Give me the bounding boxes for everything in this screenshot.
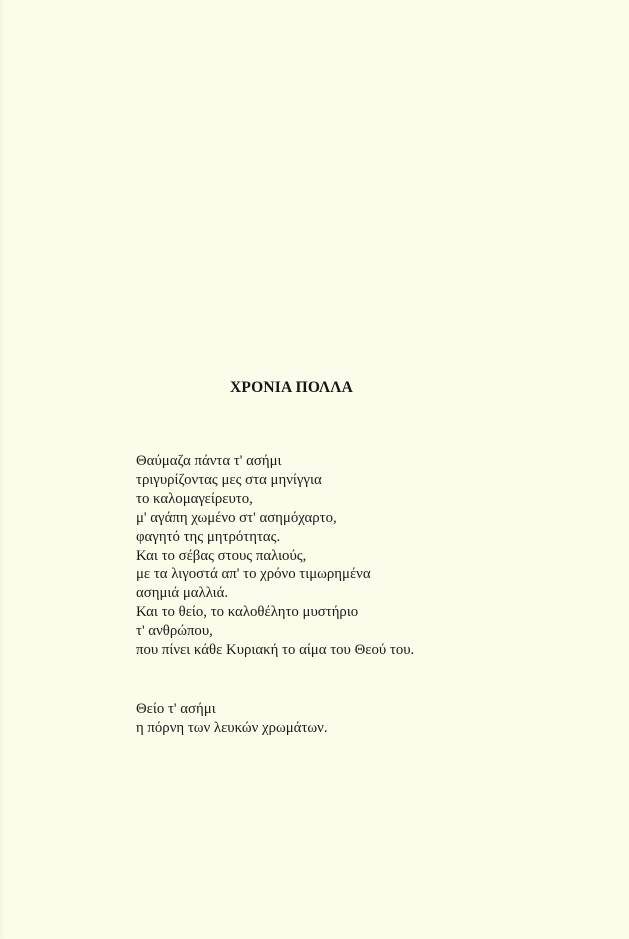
poem-line: τ' ανθρώπου, [136,623,213,640]
poem-line: Θείο τ' ασήμι [136,701,216,717]
poem-line: που πίνει κάθε Κυριακή το αίμα του Θεού του. [136,642,415,659]
poem-title: ΧΡΟΝΙΑ ΠΟΛΛΑ [230,379,353,396]
poem-line: φαγητό της μητρότητας. [136,528,281,545]
poem-line: ασημιά μαλλιά. [136,585,229,602]
poem-line: μ' αγάπη χωμένο στ' ασημόχαρτο, [136,509,337,526]
poem-line: τριγυρίζοντας μες στα μηνίγγια [136,471,322,488]
poem-line: Και το σέβας στους παλιούς, [136,547,307,564]
poem-line: το καλομαγείρευτο, [136,490,253,507]
poem-line: η πόρνη των λευκών χρωμάτων. [136,719,328,736]
poem-line: Και το θείο, το καλοθέλητο μυστήριο [136,604,359,621]
poem-line: Θαύμαζα πάντα τ' ασήμι [136,453,282,469]
poem-stanza-1 [136,452,414,660]
poem-stanza-2 [136,700,328,738]
poem-line: με τα λιγοστά απ' το χρόνο τιμωρημένα [136,566,371,583]
